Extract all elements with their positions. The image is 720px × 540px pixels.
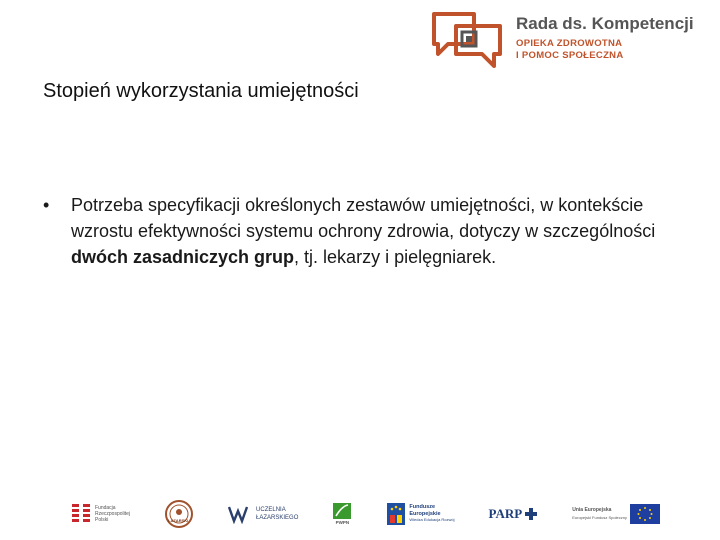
brand-subtitle-line2: I POMOC SPOŁECZNA (516, 50, 624, 61)
footer-logo-label: PARP (488, 506, 523, 521)
leaf-icon (332, 502, 352, 520)
footer-logo-fundusze (386, 498, 454, 530)
footer-logo-label: ŁAZARSKI (168, 518, 189, 523)
bullet-text-end: , tj. lekarzy i pielęgniarek. (294, 247, 497, 267)
footer-logo-pwpn (332, 498, 352, 530)
slide-title: Stopień wykorzystania umiejętności (43, 80, 359, 102)
cross-mark-icon (524, 507, 538, 521)
footer-logo-eu (572, 498, 660, 530)
footer-logo-line: Fundacja (95, 505, 116, 511)
footer-logo-line: UCZELNIA (256, 507, 286, 513)
bullet-text-bold: dwóch zasadniczych grup (71, 247, 295, 267)
footer-logo-lazarski (164, 498, 194, 530)
footer-logo-line: Rzeczpospolitej (95, 511, 131, 517)
footer-logo-line: Unia Europejska (572, 507, 612, 513)
brand-logo (430, 10, 700, 72)
eu-funds-icon (386, 501, 406, 527)
footer-logo-line: Wiedza Edukacja Rozwój (409, 517, 455, 523)
w-mark-icon (228, 504, 254, 524)
footer-logo-line: ŁAZARSKIEGO (256, 515, 299, 521)
footer-logo-fundacja (70, 498, 130, 530)
footer-logo-uczelnia (228, 498, 298, 530)
brand-subtitle-line1: OPIEKA ZDROWOTNA (516, 38, 623, 49)
chat-bubbles-icon (430, 10, 510, 72)
bullet-item (43, 192, 693, 270)
footer-logo-line: Europejski Fundusz Społeczny (572, 515, 627, 520)
seal-icon (164, 499, 194, 529)
footer-logo-line: Europejskie (409, 510, 441, 517)
red-stripes-icon (70, 502, 92, 526)
footer-logo-label: PWPN (335, 520, 350, 525)
bullet-list (43, 192, 693, 270)
footer-logo-line: Polski (95, 517, 109, 523)
brand-subtitle (516, 38, 624, 62)
bullet-dot: • (43, 195, 50, 215)
footer-logo-parp (489, 498, 539, 530)
brand-name: Rada ds. Kompetencji (516, 14, 694, 33)
eu-flag-icon (630, 504, 660, 524)
footer-logo-line: Fundusze (409, 504, 436, 511)
bullet-text-start: Potrzeba specyfikacji określonych zestawów umiejętności, w kontekście wzrostu efektywności systemu ochrony zdrowia, dotyczy w szczególności (71, 195, 656, 241)
footer-logos (70, 498, 660, 530)
